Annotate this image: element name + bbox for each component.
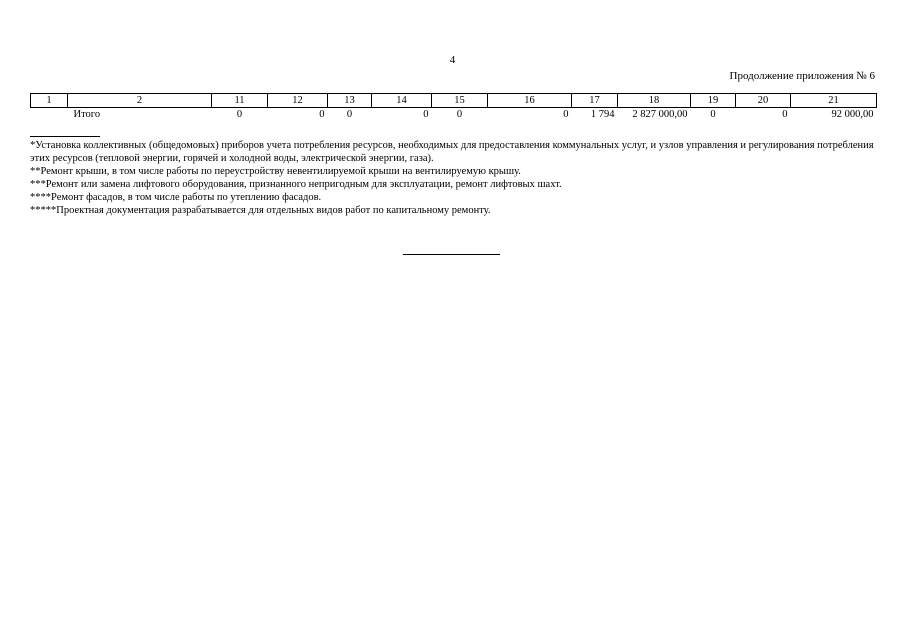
- total-cell: 0: [782, 109, 788, 120]
- total-cell: 0: [710, 109, 716, 120]
- continuation-label: Продолжение приложения № 6: [729, 70, 875, 82]
- page-number: 4: [449, 54, 456, 66]
- footnote: ***Ремонт или замена лифтового оборудования, признанного непригодным для эксплуатации, ремонт лифтовых шахт.: [30, 179, 562, 190]
- footnotes: [30, 139, 876, 217]
- total-cell: 2 827 000,00: [632, 109, 688, 120]
- header-cell: 13: [328, 94, 372, 108]
- total-cell: 0: [563, 109, 569, 120]
- footnote: ****Ремонт фасадов, в том числе работы по утеплению фасадов.: [30, 192, 322, 203]
- total-cell: 0: [236, 109, 243, 120]
- header-cell: 16: [488, 94, 572, 108]
- header-cell: 18: [618, 94, 691, 108]
- total-cell: 0: [423, 109, 429, 120]
- footnote: **Ремонт крыши, в том числе работы по переустройству невентилируемой крыши на вентилируемую крышу.: [30, 166, 521, 177]
- header-cell: 21: [791, 94, 877, 108]
- header-cell: 17: [572, 94, 618, 108]
- total-cell: 1 794: [590, 109, 615, 120]
- header-cell: 2: [68, 94, 212, 108]
- footnote: *Установка коллективных (общедомовых) приборов учета потребления ресурсов, необходимых для предоставления коммунальных услуг, и узлов управления и регулирования потребления этих ресурсов (тепловой энергии, горячей и холодной воды, электрической энергии, газа).: [30, 140, 874, 164]
- header-cell: 1: [31, 94, 68, 108]
- header-cell: 14: [372, 94, 432, 108]
- total-cell: [31, 108, 68, 122]
- header-cell: 20: [736, 94, 791, 108]
- total-cell: 92 000,00: [831, 109, 874, 120]
- header-cell: 19: [691, 94, 736, 108]
- total-cell: 0: [319, 109, 325, 120]
- total-label-cell: Итого: [73, 109, 101, 120]
- data-table: [30, 93, 877, 121]
- total-cell: 0: [456, 109, 463, 120]
- footnote: *****Проектная документация разрабатывается для отдельных видов работ по капитальному ремонту.: [30, 205, 491, 216]
- table-row-total: [31, 108, 877, 122]
- end-of-document-rule: [403, 254, 500, 255]
- footnote-separator: [30, 136, 100, 137]
- table-header-row: [31, 94, 877, 108]
- header-cell: 12: [268, 94, 328, 108]
- header-cell: 11: [212, 94, 268, 108]
- total-cell: 0: [346, 109, 353, 120]
- header-cell: 15: [432, 94, 488, 108]
